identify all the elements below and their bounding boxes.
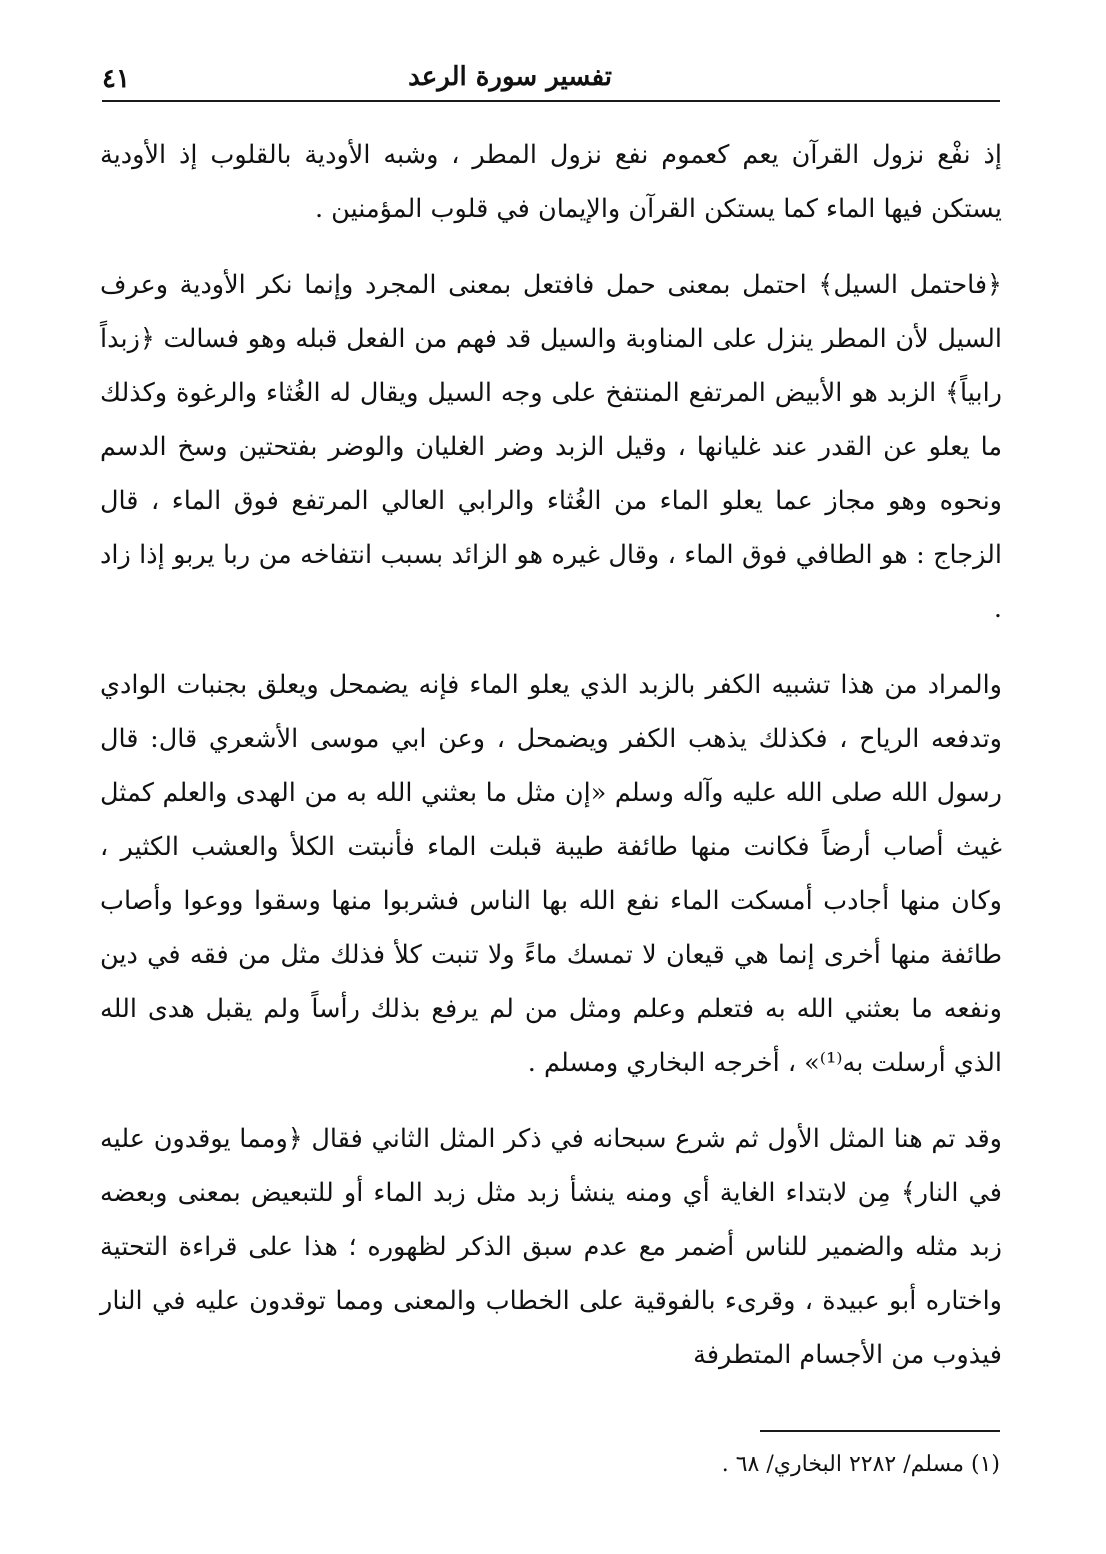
main-text <box>100 128 1002 1404</box>
page-header <box>102 58 1000 102</box>
paragraph-1: إذ نفْع نزول القرآن يعم كعموم نفع نزول المطر ، وشبه الأودية بالقلوب إذ الأودية يستكن فيها الماء كما يستكن القرآن والإيمان في قلوب المؤمنين . <box>100 140 1002 224</box>
running-title: تفسير سورة الرعد <box>408 62 612 92</box>
footnote: (١) مسلم/ ٢٢٨٢ البخاري/ ٦٨ . <box>721 1452 1000 1477</box>
paragraph-4: وقد تم هنا المثل الأول ثم شرع سبحانه في ذكر المثل الثاني فقال ﴿ومما يوقدون عليه في النار﴾ مِن لابتداء الغاية أي ومنه ينشأ زبد مثل زبد الماء أو للتبعيض بمعنى وبعضه زبد مثله والضمير للناس أضمر مع عدم سبق الذكر لظهوره ؛ هذا على قراءة التحتية واختاره أبو عبيدة ، وقرىء بالفوقية على الخطاب والمعنى ومما توقدون عليه في النار فيذوب من الأجسام المتطرفة <box>100 1124 1002 1370</box>
paragraph-3: والمراد من هذا تشبيه الكفر بالزبد الذي يعلو الماء فإنه يضمحل ويعلق بجنبات الوادي وتدفعه الرياح ، فكذلك يذهب الكفر ويضمحل ، وعن ابي موسى الأشعري قال: قال رسول الله صلى الله عليه وآله وسلم «إن مثل ما بعثني الله به من الهدى والعلم كمثل غيث أصاب أرضاً فكانت منها طائفة طيبة قبلت الماء فأنبتت الكلأ والعشب الكثير ، وكان منها أجادب أمسكت الماء نفع الله بها الناس فشربوا منها وسقوا ووعوا وأصاب طائفة منها أخرى إنما هي قيعان لا تمسك ماءً ولا تنبت كلأ فذلك مثل من فقه في دين ونفعه ما بعثني الله به فتعلم وعلم ومثل من لم يرفع بذلك رأساً ولم يقبل هدى الله الذي أرسلت به⁽¹⁾» ، أخرجه البخاري ومسلم . <box>100 670 1002 1078</box>
page-number: ٤١ <box>102 64 130 94</box>
footnote-divider <box>760 1430 1000 1432</box>
paragraph-2: ﴿فاحتمل السيل﴾ احتمل بمعنى حمل فافتعل بمعنى المجرد وإنما نكر الأودية وعرف السيل لأن المطر ينزل على المناوبة والسيل قد فهم من الفعل قبله وهو فسالت ﴿زبداً رابياً﴾ الزبد هو الأبيض المرتفع المنتفخ على وجه السيل ويقال له الغُثاء والرغوة وكذلك ما يعلو عن القدر عند غليانها ، وقيل الزبد وضر الغليان والوضر بفتحتين وسخ الدسم ونحوه وهو مجاز عما يعلو الماء من الغُثاء والرابي العالي المرتفع فوق الماء ، قال الزجاج : هو الطافي فوق الماء ، وقال غيره هو الزائد بسبب انتفاخه من ربا يربو إذا زاد . <box>100 270 1002 624</box>
